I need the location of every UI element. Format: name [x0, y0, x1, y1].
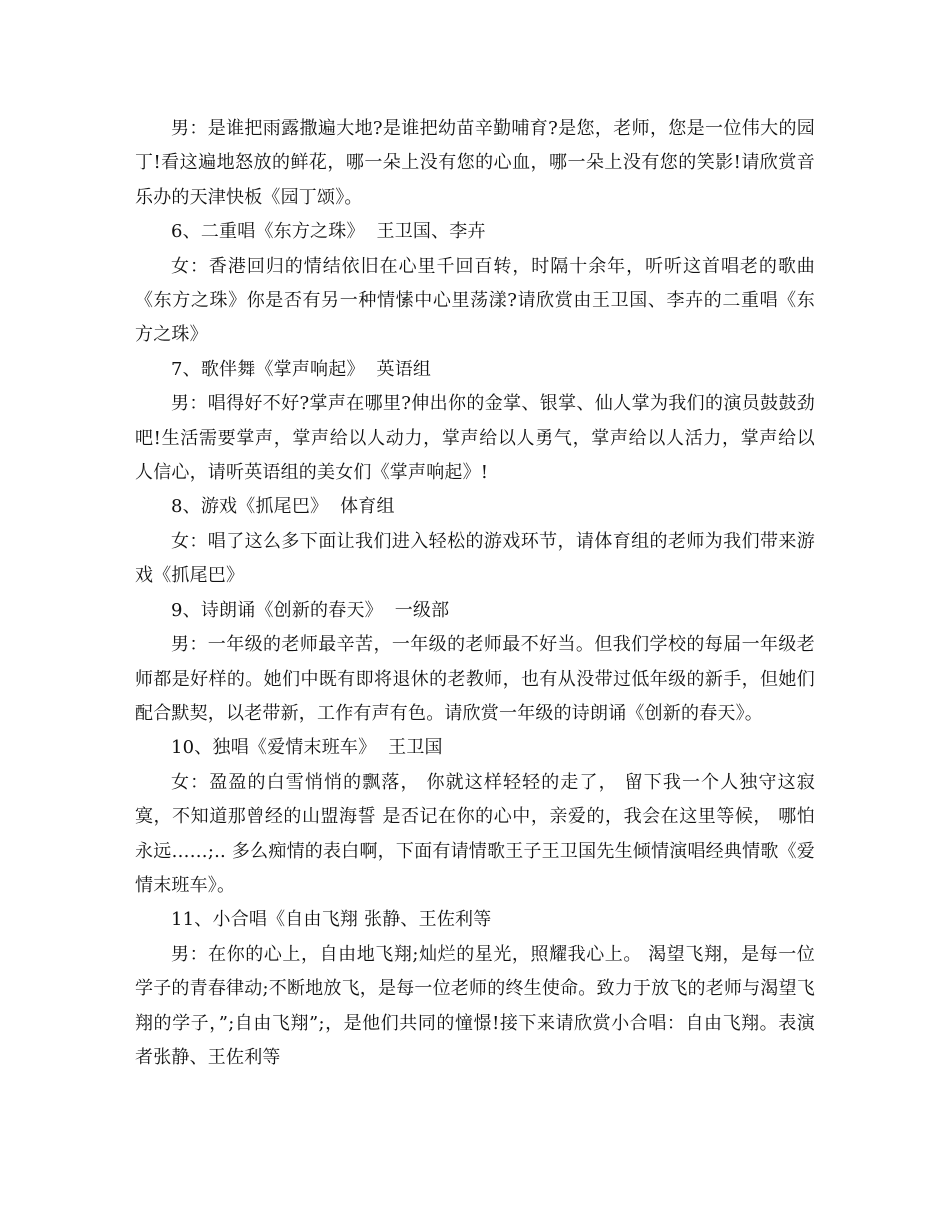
paragraph-intro-garden-song: 男：是谁把雨露撒遍大地?是谁把幼苗辛勤哺育?是您，老师，您是一位伟大的园丁!看这遍地怒放的鲜花，哪一朵上没有您的心血，哪一朵上没有您的笑影!请欣赏音乐办的天津快板《园丁颂》。	[135, 118, 815, 208]
program-item-11: 11、小合唱《自由飞翔 张静、王佐利等	[171, 909, 492, 931]
paragraph-intro-love-solo: 女：盈盈的白雪悄悄的飘落， 你就这样轻轻的走了， 留下我一个人独守这寂寞，不知道那曾经的山盟海誓 是否记在你的心中，亲爱的，我会在这里等候， 哪怕永远……;.. 多么痴情的表白啊，下面有请情歌王子王卫国先生倾情演唱经典情歌《爱情末班车》。	[135, 771, 815, 896]
program-item-9: 9、诗朗诵《创新的春天》 一级部	[171, 599, 450, 621]
document-body	[135, 112, 815, 1075]
program-item-10: 10、独唱《爱情末班车》 王卫国	[171, 737, 443, 759]
program-item-6: 6、二重唱《东方之珠》 王卫国、李卉	[171, 221, 486, 243]
program-item-7: 7、歌伴舞《掌声响起》 英语组	[171, 358, 432, 380]
paragraph-intro-poem: 男：一年级的老师最辛苦，一年级的老师最不好当。但我们学校的每届一年级老师都是好样的。她们中既有即将退休的老教师，也有从没带过低年级的新手，但她们配合默契，以老带新，工作有声有色。请欣赏一年级的诗朗诵《创新的春天》。	[135, 634, 815, 724]
paragraph-intro-pearl-song: 女：香港回归的情结依旧在心里千回百转，时隔十余年，听听这首唱老的歌曲《东方之珠》你是否有另一种情愫中心里荡漾?请欣赏由王卫国、李卉的二重唱《东方之珠》	[135, 255, 815, 346]
paragraph-intro-applause-dance: 男：唱得好不好?掌声在哪里?伸出你的金掌、银掌、仙人掌为我们的演员鼓鼓劲吧!生活需要掌声，掌声给以人动力，掌声给以人勇气，掌声给以人活力，掌声给以人信心，请听英语组的美女们《掌声响起》!	[135, 393, 815, 484]
paragraph-intro-tail-game: 女：唱了这么多下面让我们进入轻松的游戏环节，请体育组的老师为我们带来游戏《抓尾巴》	[135, 530, 815, 587]
program-item-8: 8、游戏《抓尾巴》 体育组	[171, 496, 395, 518]
paragraph-intro-chorus: 男：在你的心上，自由地飞翔;灿烂的星光，照耀我心上。 渴望飞翔，是每一位学子的青春律动;不断地放飞，是每一位老师的终生使命。致力于放飞的老师与渴望飞翔的学子，”;自由飞翔”;，是他们共同的憧憬!接下来请欣赏小合唱：自由飞翔。表演者张静、王佐利等	[135, 943, 815, 1068]
